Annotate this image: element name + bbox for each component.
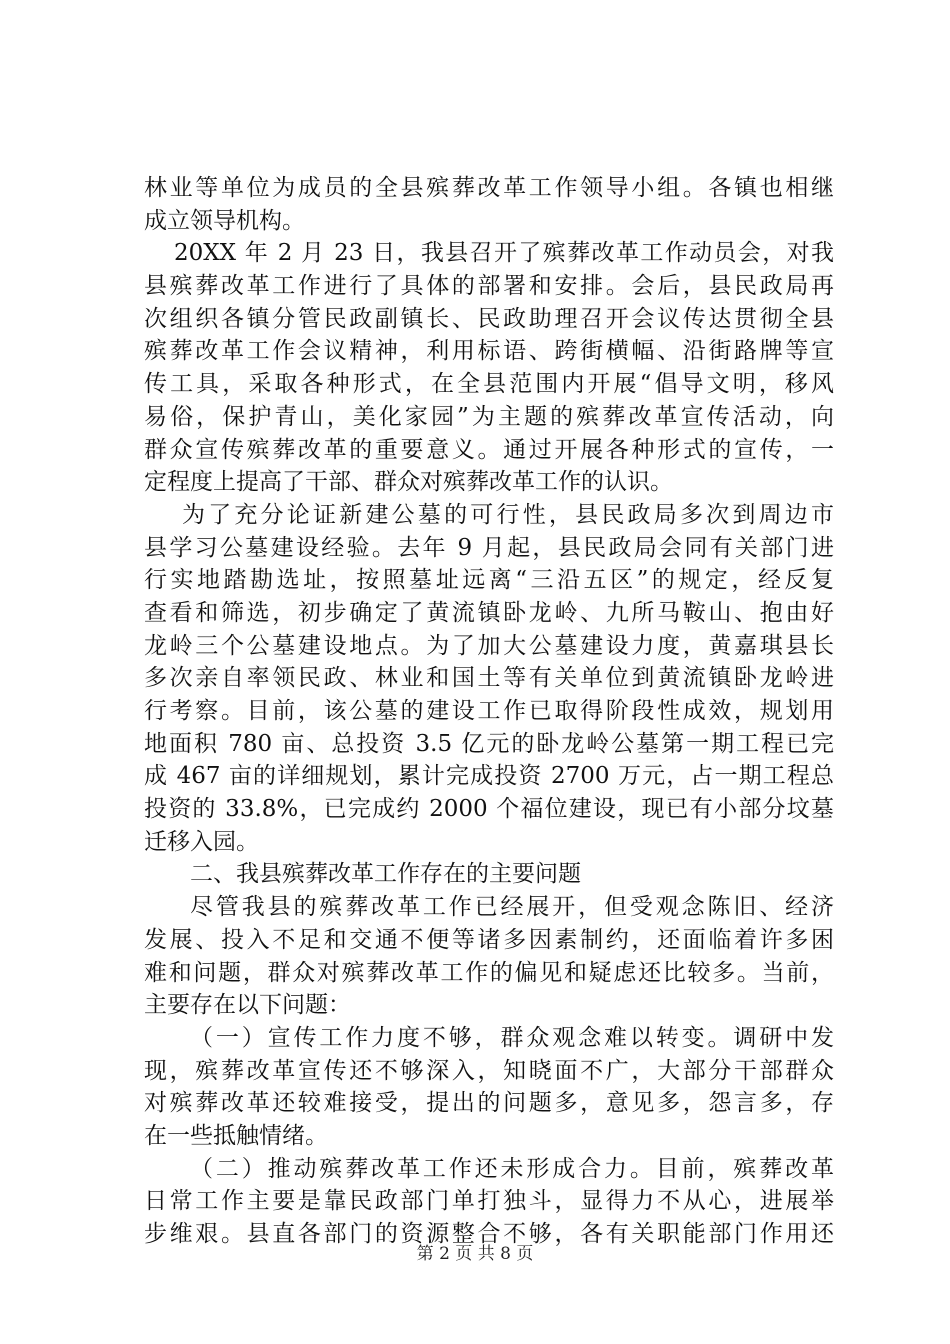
text-line: 群众宣传殡葬改革的重要意义。通过开展各种形式的宣传，一: [144, 436, 834, 463]
paragraph-start: 20XX 年 2 月 23 日，我县召开了殡葬改革工作动员会，对我: [174, 240, 834, 267]
text-line: 难和问题，群众对殡葬改革工作的偏见和疑虑还比较多。当前，: [144, 959, 834, 986]
text-line: 对殡葬改革还较难接受，提出的问题多，意见多，怨言多，存: [144, 1090, 834, 1117]
paragraph-start: 为了充分论证新建公墓的可行性，县民政局多次到周边市: [182, 501, 834, 528]
text-line: 迁移入园。: [144, 828, 259, 855]
text-line: 成 467 亩的详细规划，累计完成投资 2700 万元，占一期工程总: [144, 763, 834, 790]
text-line: 殡葬改革工作会议精神，利用标语、跨街横幅、沿街路牌等宣: [144, 338, 834, 365]
text-line: 地面积 780 亩、总投资 3.5 亿元的卧龙岭公墓第一期工程已完: [144, 730, 834, 757]
paragraph-start: 尽管我县的殡葬改革工作已经展开，但受观念陈旧、经济: [190, 894, 834, 921]
text-line: 日常工作主要是靠民政部门单打独斗，显得力不从心，进展举: [144, 1188, 834, 1215]
text-line: 查看和筛选，初步确定了黄流镇卧龙岭、九所马鞍山、抱由好: [144, 599, 834, 626]
text-line: 现，殡葬改革宣传还不够深入，知晓面不广，大部分干部群众: [144, 1057, 834, 1084]
text-line: 龙岭三个公墓建设地点。为了加大公墓建设力度，黄嘉琪县长: [144, 632, 834, 659]
page-footer: 第 2 页 共 8 页: [416, 1244, 534, 1264]
text-line: 县学习公墓建设经验。去年 9 月起，县民政局会同有关部门进: [144, 534, 834, 561]
text-line: 县殡葬改革工作进行了具体的部署和安排。会后，县民政局再: [144, 273, 834, 300]
text-line: 投资的 33.8%，已完成约 2000 个福位建设，现已有小部分坟墓: [144, 796, 834, 823]
text-line: 主要存在以下问题：: [144, 992, 351, 1019]
text-line: 次组织各镇分管民政副镇长、民政助理召开会议传达贯彻全县: [144, 305, 834, 332]
text-line: 在一些抵触情绪。: [144, 1122, 328, 1149]
section-heading: 二、我县殡葬改革工作存在的主要问题: [190, 861, 581, 888]
text-line: 易俗，保护青山，美化家园”为主题的殡葬改革宣传活动，向: [144, 403, 834, 430]
text-line: 行考察。目前，该公墓的建设工作已取得阶段性成效，规划用: [144, 698, 834, 724]
text-line: 行实地踏勘选址，按照墓址远离“三沿五区”的规定，经反复: [144, 567, 834, 594]
paragraph-start: （二）推动殡葬改革工作还未形成合力。目前，殡葬改革: [190, 1155, 834, 1182]
text-line: 林业等单位为成员的全县殡葬改革工作领导小组。各镇也相继: [144, 175, 834, 201]
text-line: 成立领导机构。: [144, 207, 305, 234]
text-line: 多次亲自率领民政、林业和国土等有关单位到黄流镇卧龙岭进: [144, 665, 834, 692]
text-line: 发展、投入不足和交通不便等诸多因素制约，还面临着许多困: [144, 926, 834, 953]
document-body: [144, 172, 834, 1251]
text-line: 步维艰。县直各部门的资源整合不够，各有关职能部门作用还: [144, 1221, 834, 1247]
text-line: 传工具，采取各种形式，在全县范围内开展“倡导文明，移风: [144, 371, 834, 398]
text-line: 定程度上提高了干部、群众对殡葬改革工作的认识。: [144, 469, 673, 496]
paragraph-start: （一）宣传工作力度不够，群众观念难以转变。调研中发: [190, 1024, 834, 1051]
